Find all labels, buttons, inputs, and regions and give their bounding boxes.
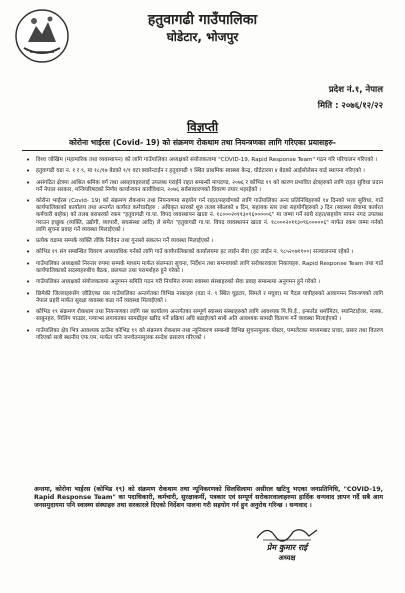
signature-block xyxy=(237,522,337,582)
list-item: • प्रत्येक वडामा सम्पर्क व्यक्ति तोकि निवेदन तथा गुनासो संकलन गर्ने व्यवस्था मिलाईएको । xyxy=(26,238,383,245)
list-item: • छिमेकी जिल्लाहरुसँग जोडिएका यस गाउँपालिका अन्तर्गतका विभिन्न नाकाहरु (वडा नं. ९ स्थित घुइटार, सिमले र मघुवा) मा पैदल यात्रीहरुको आवागमन नियन्त्रणको लागि नेपाल प्रहरी मार्फत सुरक्षा व्यवस्था कडा गर्ने व्यवस्था मिलाईएको । xyxy=(26,291,383,305)
municipality-name: हतुवागढी गाउँपालिका xyxy=(147,12,258,28)
list-item: • गाउँपालिका अध्यक्षको निरन्तर रुपमा सम्पर्क माध्यम मार्फत संलग्नता सुचना, निर्देशन तथा समन्वयको लागि सरोकारवाला निकायहरु, Rapid Response Team तथा गाउँ कार्यपालिकाको सदस्यहरुबीच बैठक, छलफल तथा परामर्शहरु हुने गरेको । xyxy=(26,261,383,275)
list-item: • कोभिड १९ संग सम्बन्धित विवरण अध्यावधिक गर्नको लागि गाउँ कार्यपालिकाको कार्यालयमा हट लाईन सेवा (हट लाईन न. ९८५२०७११००) सञ्चालनमा रहेको । xyxy=(26,249,383,256)
signer-title: अध्यक्ष xyxy=(278,554,296,562)
closing-paragraph: अन्तमा, कोरोना भाईरस (कोभिड १९) को संक्रमण रोकथाम तथा न्यूनिकरणको सिलसिलामा असीरल खटिनु भएका जनप्रतिनिधि, "COVID-19, Rapid Response Team" का पदाधिकारी, कर्मचारी, सुरक्षाकर्मी, पत्रकार एवं सम्पूर्ण सरोकारवालाहरुमा हार्दिक धन्यवाद ज्ञापन गर्दै सबै आम जनसमुदायमा पनि स्वास्थ्य संस्थाहरु तथा सरकारले दिएको निर्देशन पालना गरी सहयोग गर्न हुन अनुरोध गरिन्छ । धन्यवाद । xyxy=(34,486,383,509)
signature-scribble-icon xyxy=(237,522,337,544)
notice-subject: कोरोना भाईरस (Covid- 19) को संक्रमण रोकथाम तथा नियन्त्रणका लागि गरिएका प्रयासहरु- xyxy=(22,138,383,151)
office-location: घोडेटार, भोजपुर xyxy=(166,30,239,44)
list-item: • विश्व जोखिम (महामारिक तथा व्यवस्थापन) को लागि गाउँपालिका अध्यक्षको संयोजकत्वमा "COVID-19, Rapid Response Team" गठन गरि परिचालन गरिएको । xyxy=(26,157,383,164)
list-item: • गाउँपालिका अध्यक्षको संयोजकत्वमा अनुगमन समिति गठन गरी नियमित रुपमा स्वास्थ्य संस्थाहरुको सेवा प्रवाह सम्बन्धमा अनुगमन हुने गरेको । xyxy=(26,279,383,286)
list-item: • कोरोना भाईरस (Covid- 19) को संक्रमण रोकथाम तथा नियन्त्रणमा सहयोग गर्न राहत/सहयोगको लागि गाउँपालिका अन्य प्रतिनिधिहरुको १४ दिनको भत्ता सुविधा, गाउँ कार्यपालिकाको कार्यालय तथा अन्तर्गत कार्यरत कर्मचारीहरु : अधिकृत स्तरको शुरु तलब स्केलको ४ दिन, सहायक स्तर तथा सहयोगीहरुको ३ दिन (स्वास्थ्य सेवामा कार्यरत कर्मचारी बाहेक) को तलब बराबरको रकम "हतुवागढी गा.पा. विपद व्यवस्थापन खाता नं. १८०००२०११३०९६०००००६" मा जम्मा गर्ने साथै राहत/सहयोग मापन नगद उपलब्ध गराउन इच्छुक (व्यक्ति, उद्योगी, व्यापारी, सघसंस्था आदि) ले समेत "हतुवागढी गा.पा. विपद व्यवस्थापन खाता नं. १८०००२०११३०९६०००००६" मार्फत रकम जम्मा गर्नको लागि सूचना प्रवाह गर्ने व्यवस्था मिलाईएको । xyxy=(26,198,383,233)
list-item: • कोभिड १९ संक्रमण रोकथाम तथा नियन्त्रणका लागि यस कार्यालय अन्तर्गतका सम्पूर्ण स्वास्थ्य संस्थाहरुको लागि आवश्यक पि.पि.ई., इन्फारेड थर्मामिटर, स्यानिटाईजर, मास्क, साबुनहरु, मिलिंग पाउडर, ग्ल्याभ्स लगायतका सामग्रीहरु खरिद गर्ने प्रक्रिया अघि बढाईएको साथै अति आवश्यक सामग्री वितरण गर्ने व्यवस्था मिलाईएको । xyxy=(26,309,383,323)
date-line: मिति : २०७६/१२/२२ xyxy=(317,101,383,111)
list-item: • असंगठित क्षेत्रमा आश्रित श्रमिक वर्ग तथा असहायहरुलाई उपलब्ध गराईने राहत सम्बन्धी मापदण्ड, २०७६ र कोभिड १९ को कारण प्रभावित क्षेत्रहरुको लागि राहत सुविधा प्रदान गर्ने नेपाल सरकार, मन्त्रिपरिषदको निर्णय कार्यान्वयन कार्यविधान, २०७६ सर्वसाधारणको विवरण तयार भइरहेको । xyxy=(26,180,383,194)
list-item: • हतुवागढी वडा न. १ र ९, मा १८/१७ बेडको १/१ वटा क्वारेन्टाईन र हतुवागढी ९ स्थित प्राथमिक स्वास्थ्य केन्द्र, घोडेटारमा ४ बेडको आईसोलेसन वार्ड स्थापना गरिएको । xyxy=(26,168,383,175)
list-item: • गाउँपालिका क्षेत्र भित्र आवश्यक ठाउँमा कोभिड १९ को संक्रमण रोकथाम तथा न्यूनिकरण सम्बन्धी विभिन्न सुचनामूलक पोस्टर, पम्पलेटका माध्यमबाट प्रचार, प्रसार तथा वितरण गरिएको साथै स्थानीय एफ.एम. मार्फत पनि जनचेतनामूलक सन्देश प्रसारण गरिएको । xyxy=(26,328,383,342)
province-line: प्रदेश नं.१, नेपाल xyxy=(328,85,383,95)
signer-name: प्रेम कुमार राई xyxy=(266,543,308,552)
notice-items-list xyxy=(26,157,383,346)
notice-title: विज्ञप्ती xyxy=(186,120,219,134)
